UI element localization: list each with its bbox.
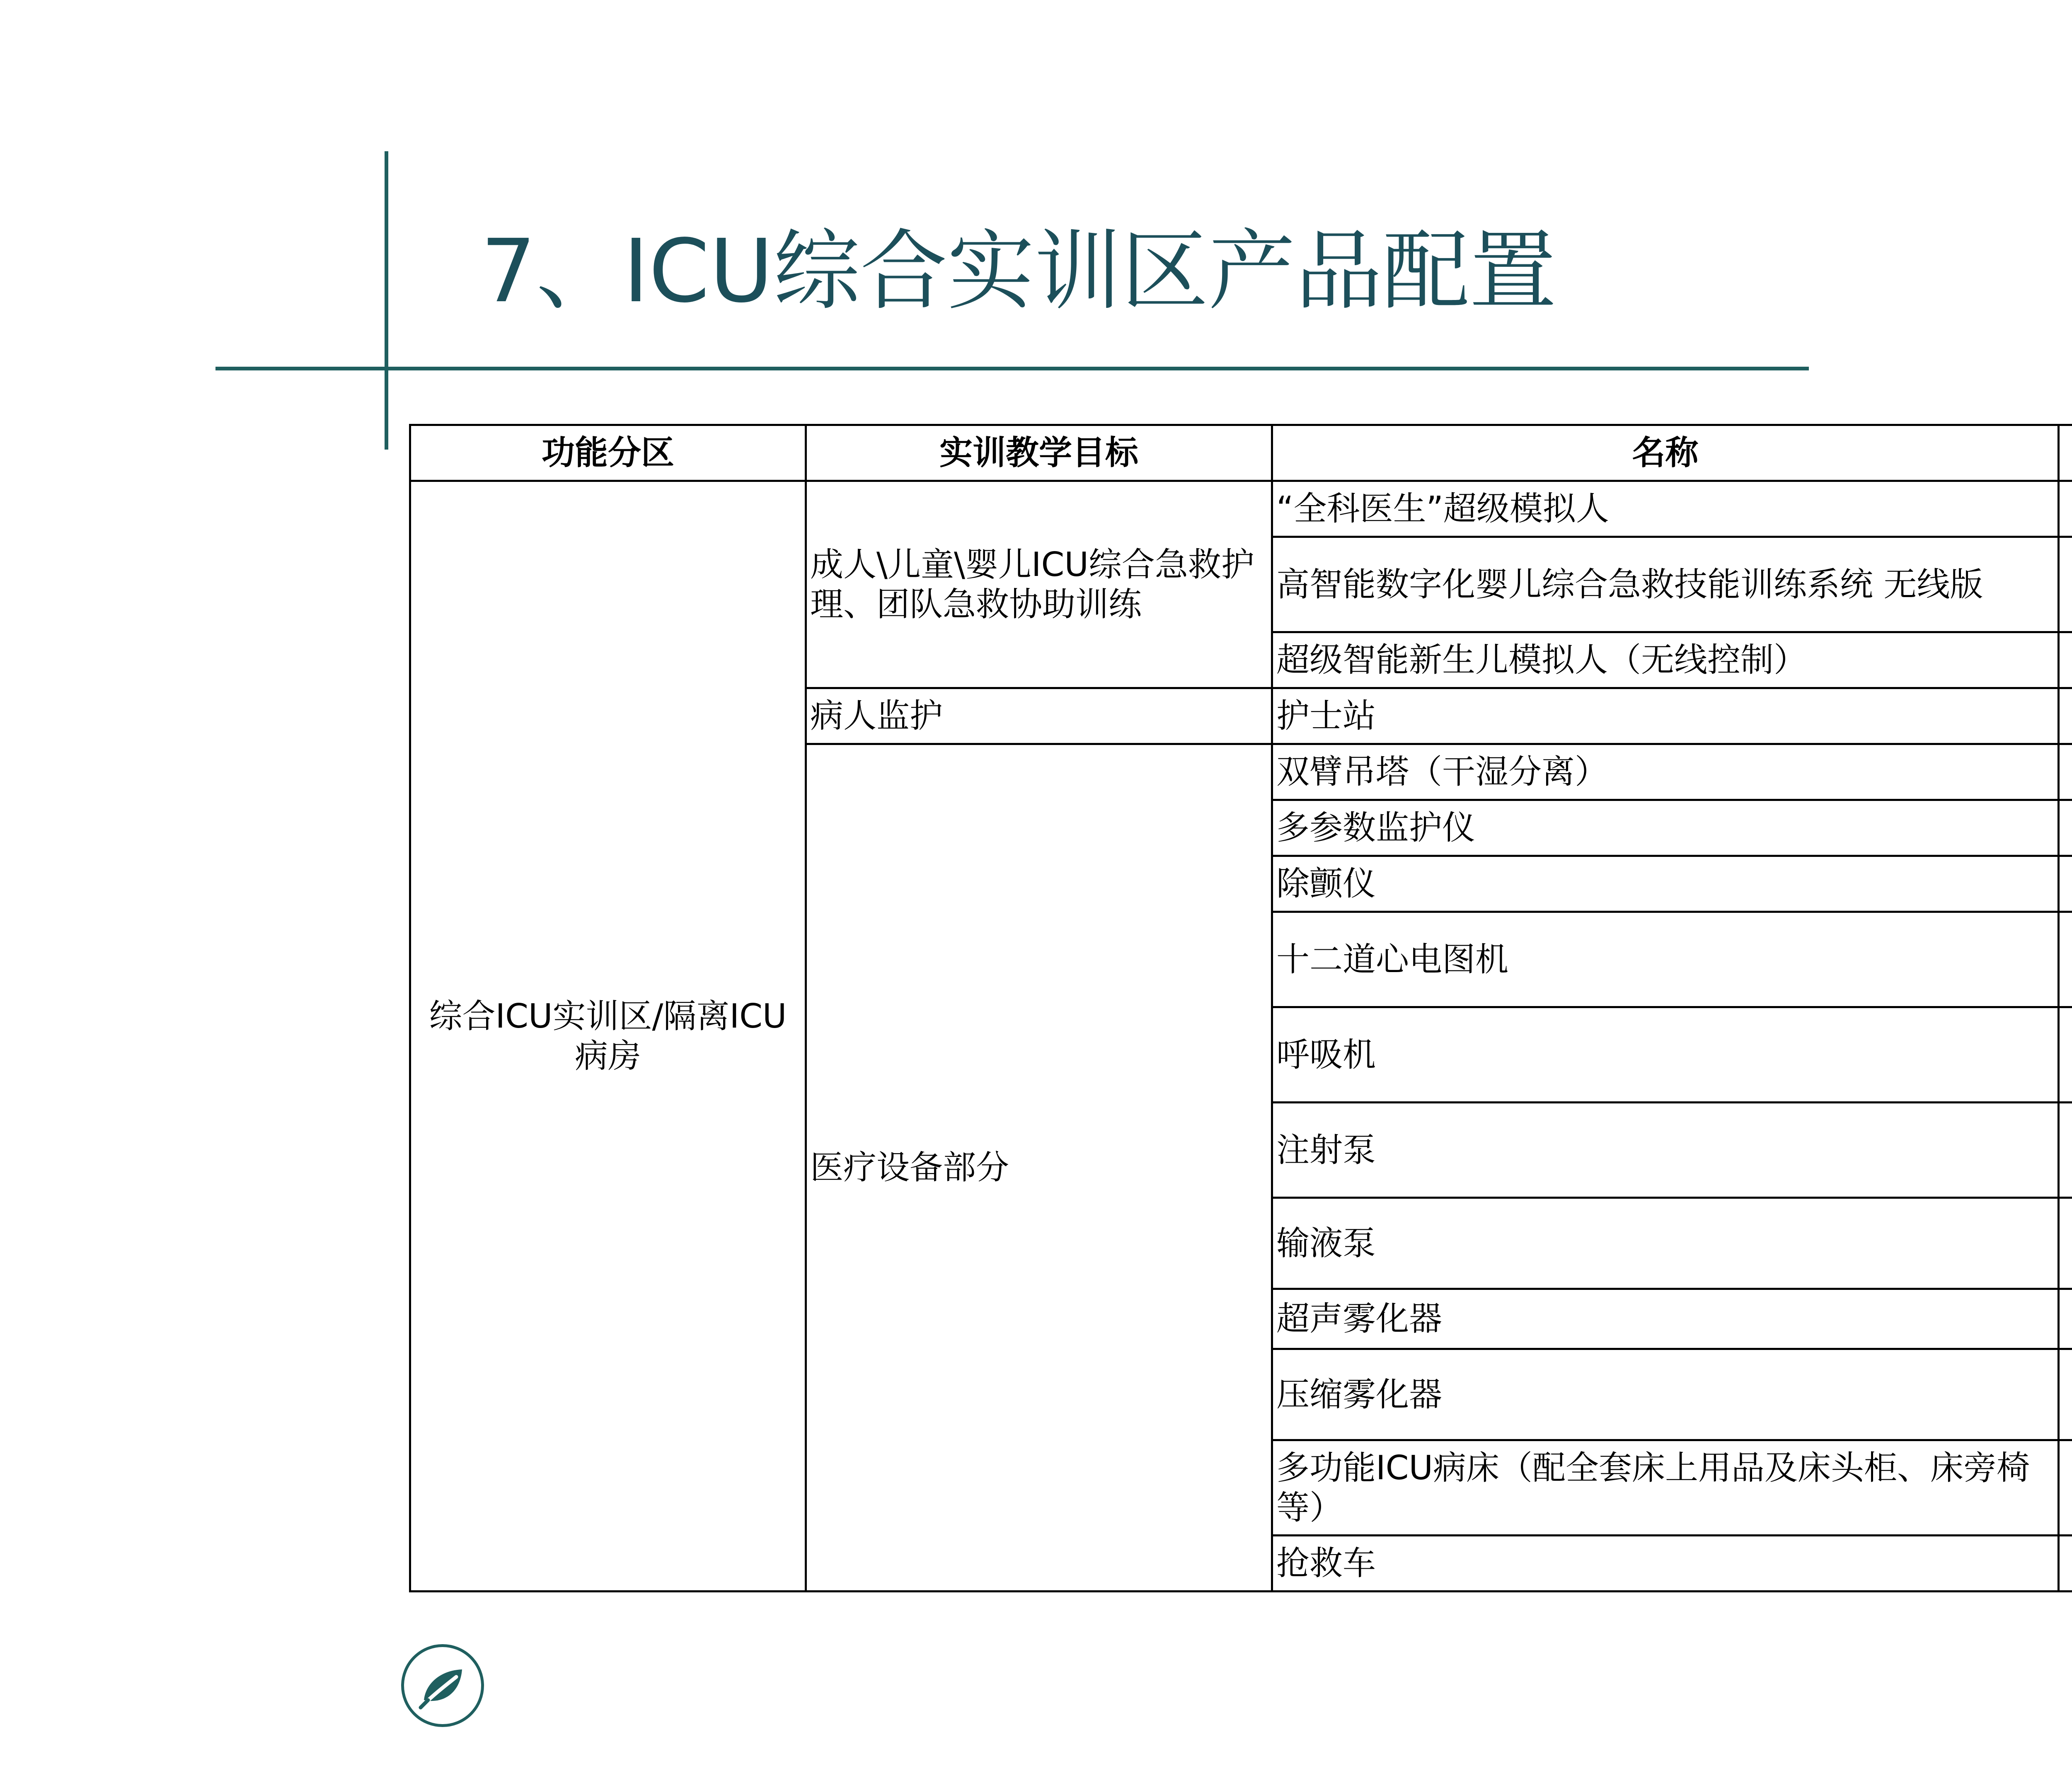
qty-cell <box>2059 1349 2072 1440</box>
name-cell: 十二道心电图机 <box>1272 912 2059 1007</box>
goal-cell: 成人\儿童\婴儿ICU综合急救护理、团队急救协助训练 <box>806 481 1272 688</box>
qty-cell <box>2059 1103 2072 1198</box>
header-goal: 实训教学目标 <box>806 425 1272 481</box>
page-title: 7、ICU综合实训区产品配置 <box>481 220 1556 322</box>
name-cell: 压缩雾化器 <box>1272 1349 2059 1440</box>
qty-cell <box>2059 1198 2072 1289</box>
vertical-accent-line <box>385 151 388 450</box>
table-header-row <box>410 425 2072 481</box>
name-cell: 护士站 <box>1272 688 2059 744</box>
qty-cell <box>2059 1536 2072 1592</box>
qty-cell <box>2059 537 2072 632</box>
name-cell: 注射泵 <box>1272 1103 2059 1198</box>
name-cell: 超声雾化器 <box>1272 1289 2059 1349</box>
name-cell: 多参数监护仪 <box>1272 800 2059 856</box>
goal-cell: 病人监护 <box>806 688 1272 744</box>
qty-cell <box>2059 912 2072 1007</box>
name-cell: 输液泵 <box>1272 1198 2059 1289</box>
header-name: 名称 <box>1272 425 2059 481</box>
goal-cell: 医疗设备部分 <box>806 744 1272 1592</box>
name-cell: 双臂吊塔（干湿分离） <box>1272 744 2059 800</box>
name-cell: 高智能数字化婴儿综合急救技能训练系统 无线版 <box>1272 537 2059 632</box>
name-cell: “全科医生”超级模拟人 <box>1272 481 2059 537</box>
name-cell: 抢救车 <box>1272 1536 2059 1592</box>
qty-cell <box>2059 1007 2072 1103</box>
qty-cell <box>2059 1289 2072 1349</box>
qty-cell <box>2059 800 2072 856</box>
leaf-icon <box>404 1647 481 1724</box>
name-cell: 超级智能新生儿模拟人（无线控制） <box>1272 632 2059 688</box>
product-config-table <box>409 424 2072 1592</box>
table-row <box>410 481 2072 537</box>
horizontal-accent-line <box>215 367 1809 370</box>
header-zone: 功能分区 <box>410 425 806 481</box>
qty-cell <box>2059 688 2072 744</box>
header-qty <box>2059 425 2072 481</box>
logo <box>401 1644 484 1727</box>
qty-cell <box>2059 481 2072 537</box>
qty-cell <box>2059 744 2072 800</box>
name-cell: 呼吸机 <box>1272 1007 2059 1103</box>
name-cell: 多功能ICU病床（配全套床上用品及床头柜、床旁椅等） <box>1272 1440 2059 1536</box>
name-cell: 除颤仪 <box>1272 856 2059 912</box>
qty-cell <box>2059 856 2072 912</box>
qty-cell <box>2059 632 2072 688</box>
qty-cell <box>2059 1440 2072 1536</box>
zone-cell: 综合ICU实训区/隔离ICU病房 <box>410 481 806 1592</box>
